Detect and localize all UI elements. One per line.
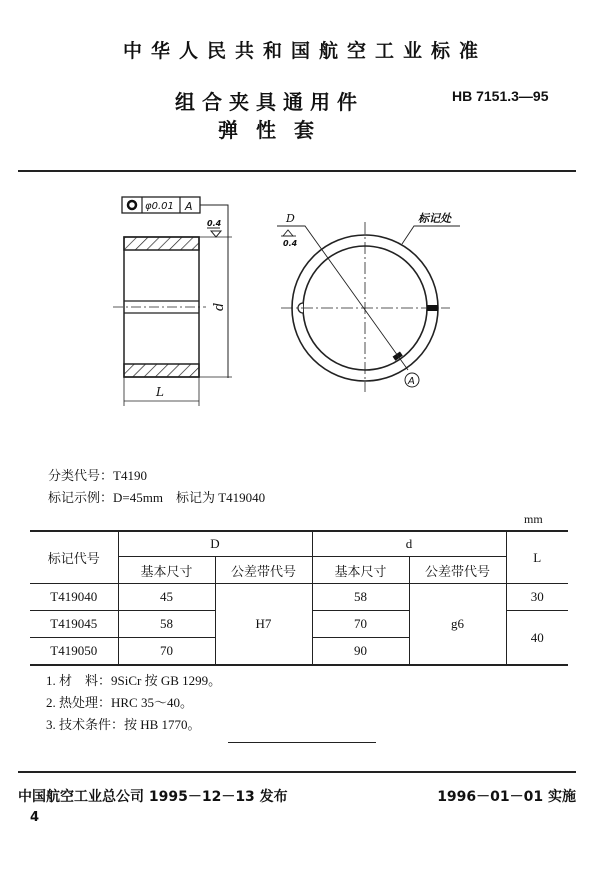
tolerance-value: φ0.01 bbox=[145, 201, 174, 212]
end-divider bbox=[228, 742, 376, 743]
note-technical-conditions: 3. 技术条件：按 HB 1770。 bbox=[46, 717, 201, 732]
dimension-table bbox=[30, 530, 568, 666]
roughness-icon bbox=[283, 230, 293, 236]
datum-reference: A bbox=[185, 200, 193, 213]
note-heat-treatment: 2. 热处理：HRC 35～40。 bbox=[46, 695, 193, 710]
header-divider bbox=[18, 170, 576, 172]
header-d: d bbox=[312, 531, 506, 557]
footer-divider bbox=[18, 771, 576, 773]
header-D-tolerance: 公差带代号 bbox=[215, 557, 312, 584]
header-D: D bbox=[118, 531, 312, 557]
front-view bbox=[277, 212, 460, 392]
standard-number: HB 7151.3—95 bbox=[452, 88, 549, 104]
technical-notes bbox=[46, 670, 221, 736]
roughness-value: 0.4 bbox=[283, 239, 298, 248]
cell-D-basic: 70 bbox=[118, 638, 215, 666]
marking-example: 标记示例：D=45mm 标记为 T419040 bbox=[48, 490, 266, 505]
datum-label: A bbox=[408, 376, 415, 387]
cell-d-tolerance: g6 bbox=[409, 584, 506, 666]
cell-d-basic: 90 bbox=[312, 638, 409, 666]
roughness-icon bbox=[211, 231, 221, 237]
note-material: 1. 材 料：9SiCr 按 GB 1299。 bbox=[46, 673, 222, 688]
cell-code: T419045 bbox=[30, 611, 118, 638]
cell-D-basic: 58 bbox=[118, 611, 215, 638]
document-title: 组合夹具通用件 bbox=[175, 90, 364, 114]
dimension-L: L bbox=[156, 385, 164, 399]
cell-d-basic: 58 bbox=[312, 584, 409, 611]
cell-L: 40 bbox=[506, 611, 568, 666]
header-d-tolerance: 公差带代号 bbox=[409, 557, 506, 584]
technical-drawing bbox=[100, 185, 460, 415]
cell-d-basic: 70 bbox=[312, 611, 409, 638]
side-view bbox=[113, 197, 232, 406]
document-subtitle: 弹性套 bbox=[218, 118, 332, 142]
roughness-value: 0.4 bbox=[207, 219, 222, 228]
cell-D-tolerance: H7 bbox=[215, 584, 312, 666]
dimension-d: d bbox=[212, 302, 227, 311]
organization-title: 中华人民共和国航空工业标准 bbox=[122, 40, 487, 62]
cell-L: 30 bbox=[506, 584, 568, 611]
header-L: L bbox=[506, 531, 568, 584]
unit-label: mm bbox=[524, 512, 543, 526]
cell-code: T419050 bbox=[30, 638, 118, 666]
effective-date: 1996－01－01 实施 bbox=[437, 789, 576, 805]
classification-code: 分类代号：T4190 bbox=[48, 468, 147, 483]
marking-label: 标记处 bbox=[418, 212, 451, 225]
publish-info: 中国航空工业总公司 1995－12－13 发布 bbox=[18, 789, 288, 805]
table-row bbox=[30, 584, 568, 611]
page-number: 4 bbox=[30, 810, 40, 825]
header-d-basic: 基本尺寸 bbox=[312, 557, 409, 584]
cell-code: T419040 bbox=[30, 584, 118, 611]
cell-D-basic: 45 bbox=[118, 584, 215, 611]
header-code: 标记代号 bbox=[30, 531, 118, 584]
header-D-basic: 基本尺寸 bbox=[118, 557, 215, 584]
dimension-D: D bbox=[286, 212, 295, 225]
